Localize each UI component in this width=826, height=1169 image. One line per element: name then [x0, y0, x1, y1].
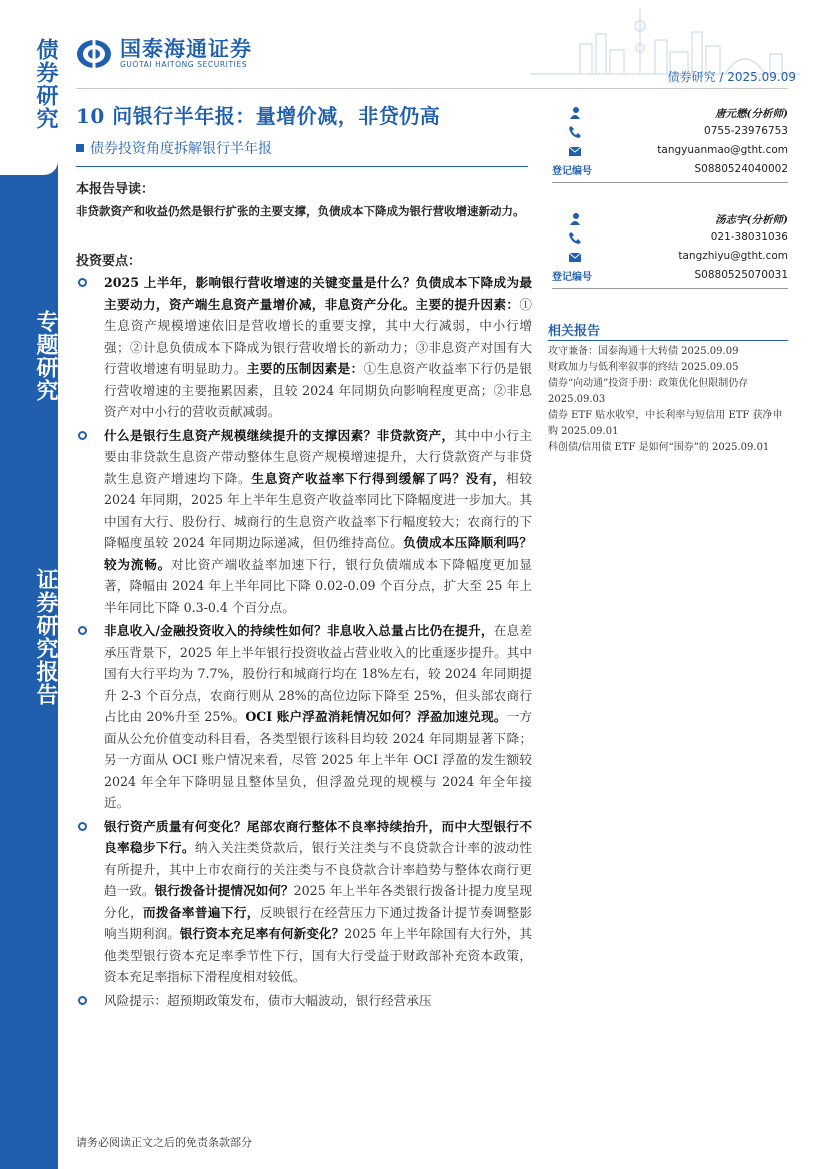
analyst-2-reg: S0880525070031	[694, 269, 788, 281]
analyst-2-divider	[552, 288, 788, 289]
analyst-1-reg: S0880524040002	[694, 163, 788, 175]
email-icon	[568, 250, 582, 264]
key-point-risk	[76, 990, 532, 1012]
header-date: 2025.09.09	[727, 70, 796, 84]
related-divider	[548, 340, 788, 341]
key-point-2-a: 其中中小行主要由非贷款生息资产带动整体生息资产规模增速提升，大行贷款资产与非贷款生息资产增速均下降。	[104, 427, 533, 486]
report-subtitle-text: 债券投资角度拆解银行半年报	[90, 141, 272, 157]
report-title: 10 问银行半年报：量增价减，非贷仍高	[76, 104, 441, 128]
sidebar-tab-bond	[0, 0, 58, 175]
analyst-2-name: 汤志宇(分析师)	[715, 214, 788, 226]
related-report-item[interactable]: 科创债/信用债 ETF 是如何“围券”的 2025.09.01	[548, 442, 770, 453]
logo-mark-icon	[76, 36, 112, 72]
phone-icon	[568, 231, 582, 245]
key-points-list	[76, 272, 532, 1013]
key-point-1-a: ①生息资产规模增速依旧是营收增长的重要支撑，其中大行减弱，中小行增强；②计息负债成本下降成为银行营收增长的新动力；③非息资产对国有大行营收增速有明显助力。	[104, 296, 532, 376]
key-point-2-a2: 相较 2024 年同期，2025 年上半年生息资产收益率同比下降幅度进一步加大。其中国有大行、股份行、城商行的生息资产收益率下行幅度较大；农商行的下降幅度虽较 2024 年同期边际递减，但仍维持高位。	[104, 470, 533, 550]
key-point-4-a3: 反映银行在经营压力下通过拨备计提节奏调整影响当期利润。	[104, 904, 533, 941]
related-report-item[interactable]: 债券“向动通”投资手册：政策优化但限制仍存 2025.09.03	[548, 378, 749, 405]
bullet-circle-icon	[78, 278, 87, 287]
key-point-1-a2: ①生息资产收益率下行仍是银行营收增速的主要拖累因素，且较 2024 年同期负向影响程度更高；②非息资产对中小行的营收贡献减弱。	[104, 361, 533, 419]
key-point-3-a2: 一方面从公允价值变动科目看，各类型银行该科目均较 2024 年同期显著下降；另一方面从 OCI 账户情况来看，尽管 2025 年上半年 OCI 浮盈的发生额较 2024 年全年下降明显且整体呈负，但浮盈兑现的规模与 2024 年全年接近。	[104, 709, 532, 810]
analyst-1-phone: 0755-23976753	[704, 125, 788, 137]
subtitle-divider	[76, 166, 528, 167]
logo-cn-text: 国泰海通证券	[120, 37, 252, 61]
sidebar-label-special: 专题研究	[33, 310, 58, 402]
analyst-1-email[interactable]: tangyuanmao@gtht.com	[657, 144, 788, 156]
key-point-3-a: 在息差承压背景下，2025 年上半年银行投资收益占营业收入的比重逐步提升。其中国有大行平均为 7.7%，股份行和城商行均在 18%左右，较 2024 年同期提升 2-3 个百分点，农商行则从 28%的高位边际下降至 25%，但头部农商行占比由 20%升至 25%。	[104, 623, 533, 724]
person-icon	[568, 212, 582, 226]
key-point-2-q2: 生息资产收益率下行得到缓解了吗？没有，	[251, 470, 507, 486]
key-point-4-a: 纳入关注类贷款后，银行关注类与不良贷款合计率的波动性有所提升，其中上市农商行的关注类与不良贷款合计率趋势与整体农商行更趋一致。	[104, 840, 533, 898]
key-point-4-q: 银行资产质量有何变化？尾部农商行整体不良率持续抬升，而中大型银行不良率稳步下行。	[104, 818, 532, 855]
header-meta	[668, 68, 796, 85]
analyst-2-email[interactable]: tangzhiyu@gtht.com	[678, 250, 788, 262]
header-divider	[76, 88, 788, 89]
key-point-4-a2: 2025 年上半年各类银行拨备计提力度呈现分化，	[104, 883, 532, 920]
analyst-1-divider	[552, 182, 788, 183]
key-point-2-q3: 负债成本压降顺利吗？较为流畅。	[104, 535, 533, 572]
related-reports-list	[548, 344, 792, 456]
key-point-4-q4: 银行资本充足率有何新变化？	[179, 926, 345, 941]
related-reports-heading: 相关报告	[548, 324, 601, 339]
key-point-2	[76, 425, 532, 619]
key-point-3	[76, 620, 532, 814]
left-sidebar	[0, 0, 58, 1169]
key-point-3-q: 非息收入/金融投资收入的持续性如何？非息收入总量占比仍在提升，	[104, 623, 494, 638]
analyst-card-2	[552, 210, 788, 289]
footer-disclaimer-note: 请务必阅读正文之后的免责条款部分	[76, 1136, 252, 1149]
sidebar-label-research: 证券研究报告	[33, 568, 58, 706]
logo-en-text: GUOTAI HAITONG SECURITIES	[120, 60, 248, 69]
key-point-4-q2: 银行拨备计提情况如何？	[154, 883, 294, 898]
related-report-item[interactable]: 债券 ETF 贴水收窄，中长利率与短信用 ETF 获净申购 2025.09.01	[548, 410, 783, 437]
analyst-1-reg-label: 登记编号	[552, 166, 592, 177]
bullet-circle-icon	[78, 996, 87, 1005]
key-point-4	[76, 816, 532, 988]
key-point-2-q: 什么是银行生息资产规模继续提升的支撑因素？非贷款资产，	[104, 427, 455, 443]
key-point-1-q: 2025 上半年，影响银行营收增速的关键变量是什么？负债成本下降成为最主要动力，资产端生息资产量增价减，非息资产分化。主要的提升因素：	[104, 275, 532, 312]
analyst-1-name: 唐元懋(分析师)	[715, 108, 788, 120]
analyst-card-1	[552, 104, 788, 183]
key-point-3-q2: OCI 账户浮盈消耗情况如何？浮盈加速兑现。	[245, 709, 507, 724]
analyst-2-phone: 021-38031036	[710, 231, 788, 243]
key-point-2-a3: 对比资产端收益率加速下行，银行负债端成本下降幅度更加显著，降幅由 2024 年上半年同比下降 0.02-0.09 个百分点，扩大至 25 年上半年同比下降 0.3-0.4 个百分点。	[104, 556, 533, 615]
bullet-circle-icon	[78, 822, 87, 831]
report-subtitle	[76, 138, 272, 158]
person-icon	[568, 106, 582, 120]
square-bullet-icon	[76, 144, 84, 152]
key-point-1	[76, 272, 532, 423]
phone-icon	[568, 125, 582, 139]
bullet-circle-icon	[78, 626, 87, 635]
key-point-4-a4: 2025 年上半年除国有大行外，其他类型银行资本充足率季节性下行，国有大行受益于财政部补充资本政策，资本充足率指标下滑程度相对较低。	[104, 926, 533, 984]
related-report-item[interactable]: 攻守兼备：国泰海通十大转债 2025.09.09	[548, 346, 739, 357]
key-point-1-q2: 主要的压制因素是：	[246, 361, 364, 376]
related-report-item[interactable]: 财政加力与低利率叙事的终结 2025.09.05	[548, 362, 739, 373]
guide-heading: 本报告导读：	[76, 182, 155, 197]
points-heading: 投资要点：	[76, 254, 142, 269]
header-category: 债券研究	[667, 70, 716, 84]
sidebar-label-bond: 债券研究	[33, 38, 58, 130]
key-point-risk-a: 风险提示：超预期政策发布，债市大幅波动，银行经营承压	[104, 992, 432, 1008]
guide-text: 非贷款资产和收益仍然是银行扩张的主要支撑，负债成本下降成为银行营收增速新动力。	[76, 204, 525, 218]
header-sep: /	[719, 70, 728, 84]
company-logo	[76, 36, 252, 72]
bullet-circle-icon	[78, 431, 87, 440]
email-icon	[568, 144, 582, 158]
analyst-2-reg-label: 登记编号	[552, 272, 592, 283]
key-point-4-q3: 而拨备率普遍下行，	[142, 904, 260, 920]
